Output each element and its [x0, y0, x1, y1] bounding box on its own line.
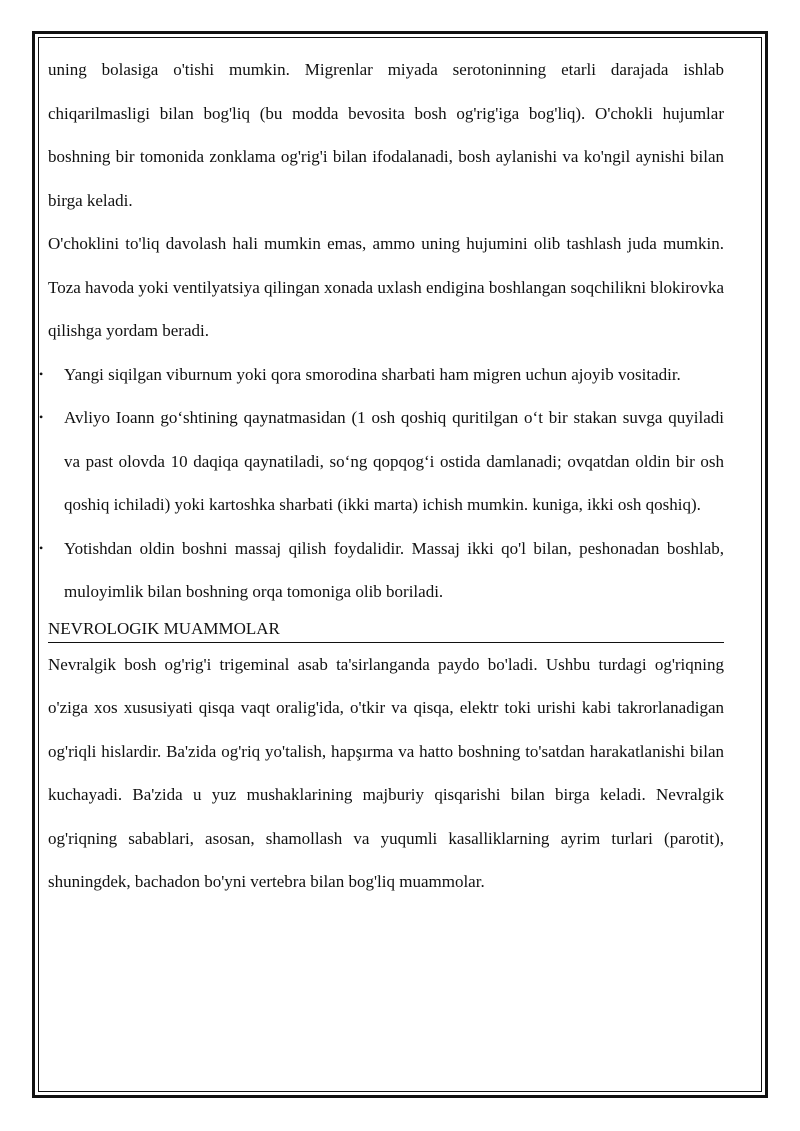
section-heading: NEVROLOGIK MUAMMOLAR [48, 614, 724, 643]
bullet-icon: • [39, 366, 44, 381]
list-item [39, 527, 724, 614]
list-item-text: Yangi siqilgan viburnum yoki qora smorodina sharbati ham migren uchun ajoyib vositadir. [64, 364, 681, 384]
list-item [39, 396, 724, 527]
bullet-icon: • [39, 540, 44, 555]
section-paragraph: Nevralgik bosh og'rig'i trigeminal asab ta'sirlanganda paydo bo'ladi. Ushbu turdagi og'riqning o'ziga xos xususiyati qisqa vaqt oralig'ida, o'tkir va qisqa, elektr toki urishi kabi takrorlanadigan og'riqli hislardir. Ba'zida og'riq yo'talish, hapşırma va hatto boshning to'satdan harakatlanishi bilan kuchayadi. Ba'zida u yuz mushaklarining majburiy qisqarishi bilan birga keladi. Nevralgik og'riqning sabablari, asosan, shamollash va yuqumli kasalliklarning ayrim turlari (parotit), shuningdek, bachadon bo'yni vertebra bilan bog'liq muammolar. [48, 654, 724, 891]
intro-paragraph: uning bolasiga o'tishi mumkin. Migrenlar miyada serotoninning etarli darajada ishlab chiqarilmasligi bilan bog'liq (bu modda bevosita bosh og'rig'iga bog'liq). O'chokli hujumlar boshning bir tomonida zonklama og'rig'i bilan ifodalanadi, bosh aylanishi va ko'ngil aynishi bilan birga keladi. [48, 60, 724, 210]
list-item-text: Yotishdan oldin boshni massaj qilish foydalidir. Massaj ikki qo'l bilan, peshonadan boshlab, muloyimlik bilan boshning orqa tomoniga olib boriladi. [64, 538, 724, 601]
bullet-icon: • [39, 410, 44, 424]
remedy-list [39, 353, 724, 614]
treatment-paragraph: O'choklini to'liq davolash hali mumkin emas, ammo uning hujumini olib tashlash juda mumkin. Toza havoda yoki ventilyatsiya qilingan xonada uxlash endigina boshlangan soqchilikni blokirovka qilishga yordam beradi. [48, 234, 724, 340]
list-item-text: Avliyo Ioann go‘shtining qaynatmasidan (1 osh qoshiq quritilgan o‘t bir stakan suvga quyiladi va past olovda 10 daqiqa qaynatiladi, so‘ng qopqog‘i ostida damlanadi; ovqatdan oldin bir osh qoshiq ichiladi) yoki kartoshka sharbati (ikki marta) ichish mumkin. kuniga, ikki osh qoshiq). [64, 408, 724, 514]
page-content [39, 48, 724, 904]
list-item [39, 353, 724, 397]
